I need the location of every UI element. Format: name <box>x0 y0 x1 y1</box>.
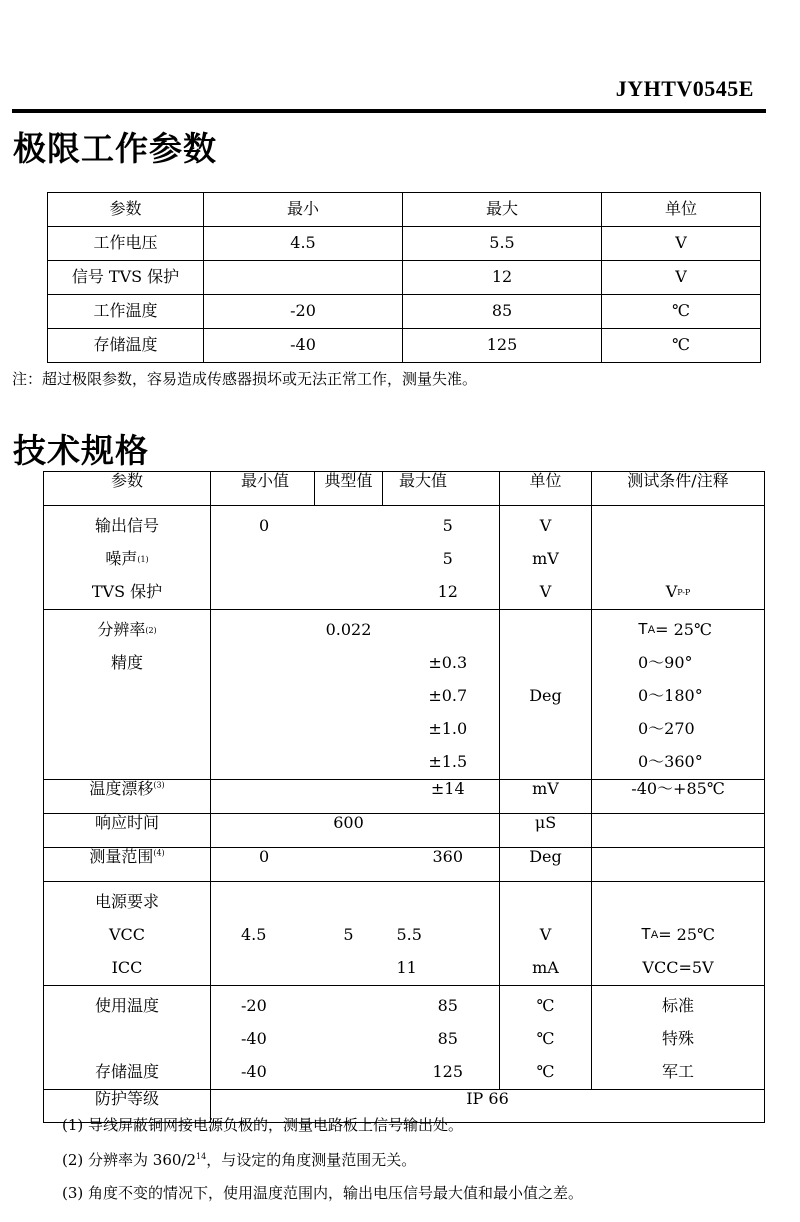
typ-value: 600 <box>315 814 383 848</box>
cond-value: 特殊 <box>661 1029 694 1049</box>
footnote-2 <box>62 1149 416 1170</box>
limits-header-cell: 最大 <box>403 193 602 227</box>
min-value <box>241 886 315 919</box>
spec-header-cell: 参数 <box>44 472 211 506</box>
spec-header-cell: 最小值 <box>211 472 315 506</box>
max-value: 11 <box>396 958 417 978</box>
note-ref: (1) <box>137 554 149 564</box>
max-value: 5 <box>442 516 453 536</box>
table-row <box>44 986 765 1090</box>
cond-value: 0～90° <box>638 653 693 673</box>
unit-value: Deg <box>500 848 592 882</box>
max-value: 85 <box>437 1029 458 1049</box>
spec-max-cell <box>383 610 500 780</box>
spec-min-cell <box>211 882 315 986</box>
spec-max-cell <box>383 814 500 848</box>
cond-value: 0～180° <box>638 686 703 706</box>
unit-value: ℃ <box>536 1062 555 1082</box>
spec-cond-cell <box>592 848 765 882</box>
spec-cond-cell <box>592 986 765 1090</box>
limits-cell: -20 <box>204 295 403 329</box>
table-row <box>44 848 765 882</box>
limits-cell: 5.5 <box>403 227 602 261</box>
cond-value: 军工 <box>661 1062 694 1082</box>
unit-value: V <box>539 582 552 602</box>
max-value: 85 <box>437 996 458 1016</box>
unit-value: mV <box>500 780 592 814</box>
typ-value <box>315 952 383 985</box>
unit-value: μS <box>500 814 592 848</box>
spec-min-cell <box>211 814 315 848</box>
spec-param-cell <box>44 986 211 1090</box>
spec-header-cell: 典型值 <box>315 472 383 506</box>
table-row <box>48 227 761 261</box>
footnote-2-exp: 14 <box>196 1152 207 1161</box>
spec-max-cell <box>383 882 500 986</box>
table-row <box>44 780 765 814</box>
limits-cell: ℃ <box>602 295 761 329</box>
min-value <box>259 543 315 576</box>
max-value: ±14 <box>383 780 500 814</box>
spec-header-cell: 测试条件/注释 <box>592 472 765 506</box>
cond-value: 0～270 <box>638 719 695 739</box>
min-value <box>259 576 315 609</box>
limits-cell: 85 <box>403 295 602 329</box>
param-noise <box>44 543 210 576</box>
spec-unit-cell <box>500 986 592 1090</box>
spec-min-cell <box>211 986 315 1090</box>
cond-sub: P-P <box>677 587 691 597</box>
param-noise-label: 噪声 <box>105 549 138 569</box>
cond-ta-val: = 25℃ <box>658 925 715 945</box>
param-storage-temp: 存储温度 <box>94 1062 159 1082</box>
max-value: 360 <box>383 848 500 882</box>
spec-typ-cell <box>315 780 383 814</box>
spec-param-cell <box>44 848 211 882</box>
limits-header-row <box>48 193 761 227</box>
spec-min-cell <box>211 506 315 610</box>
spec-max-cell <box>383 506 500 610</box>
limits-cell: V <box>602 227 761 261</box>
limits-cell: 工作电压 <box>48 227 204 261</box>
protection-value: IP 66 <box>211 1090 765 1123</box>
typ-value: 5 <box>343 925 354 945</box>
spec-table <box>43 471 765 1123</box>
spec-unit-cell <box>500 506 592 610</box>
param-output: 输出信号 <box>94 516 159 536</box>
spec-typ-cell <box>315 610 383 780</box>
spec-typ-cell <box>315 882 383 986</box>
cond-ta <box>592 614 764 647</box>
note-ref: (2) <box>145 625 157 635</box>
min-value: -20 <box>241 996 267 1016</box>
spec-param-cell <box>44 506 211 610</box>
table-row <box>48 329 761 363</box>
cond-ta-t: T <box>641 926 651 944</box>
limits-cell: 存储温度 <box>48 329 204 363</box>
unit-value: mV <box>532 549 559 569</box>
unit-value: V <box>539 925 552 945</box>
param-resolution <box>44 614 210 647</box>
spec-header-cell: 单位 <box>500 472 592 506</box>
min-value: -40 <box>241 1029 267 1049</box>
spec-header-cell: 最大值 <box>383 472 500 506</box>
footnote-2-text: (2) 分辨率为 360/2 <box>62 1151 197 1169</box>
limits-header-cell: 最小 <box>204 193 403 227</box>
min-value: 0 <box>259 516 270 536</box>
param-protection: 防护等级 <box>44 1090 211 1123</box>
max-value: 12 <box>437 582 458 602</box>
spec-cond-cell <box>592 610 765 780</box>
max-value <box>397 886 500 919</box>
spec-typ-cell <box>315 848 383 882</box>
limits-cell: 125 <box>403 329 602 363</box>
table-row <box>48 261 761 295</box>
limits-cell: 工作温度 <box>48 295 204 329</box>
spec-typ-cell <box>315 506 383 610</box>
limits-cell: 12 <box>403 261 602 295</box>
cond-value: VCC=5V <box>642 958 714 978</box>
cond-ta-sub: A <box>650 929 659 942</box>
param-blank <box>44 1023 210 1056</box>
table-row <box>44 814 765 848</box>
cond-value: -40～+85℃ <box>592 780 765 814</box>
limits-header-cell: 参数 <box>48 193 204 227</box>
spec-typ-cell <box>315 986 383 1090</box>
unit-value: ℃ <box>536 996 555 1016</box>
max-value: 5.5 <box>396 925 422 945</box>
limits-cell: ℃ <box>602 329 761 363</box>
table-row <box>44 610 765 780</box>
param-vcc: VCC <box>108 925 146 945</box>
table-row <box>44 506 765 610</box>
spec-max-cell <box>383 986 500 1090</box>
param-drift: 温度漂移 <box>89 779 154 798</box>
spec-cond-cell <box>592 814 765 848</box>
spec-title: 技术规格 <box>13 431 149 470</box>
max-value: ±0.3 <box>428 653 468 673</box>
limits-cell <box>204 261 403 295</box>
cond-value: 标准 <box>661 996 694 1016</box>
typ-value: 0.022 <box>325 620 372 640</box>
cond-vpp <box>592 576 764 609</box>
header-rule <box>12 109 766 113</box>
min-value: -40 <box>241 1062 267 1082</box>
max-value: ±1.5 <box>428 752 468 772</box>
table-row <box>44 882 765 986</box>
min-value: 0 <box>211 848 315 882</box>
spec-param-cell <box>44 610 211 780</box>
param-icc: ICC <box>111 958 143 978</box>
spec-header-row <box>44 472 765 506</box>
unit-value: Deg <box>529 686 562 706</box>
model-number: JYHTV0545E <box>615 76 754 101</box>
min-value <box>241 952 315 985</box>
limits-note: 注：超过极限参数，容易造成传感器损坏或无法正常工作，测量失准。 <box>12 370 478 388</box>
limits-title: 极限工作参数 <box>13 129 217 168</box>
param-response: 响应时间 <box>44 814 211 848</box>
spec-min-cell <box>211 780 315 814</box>
min-value: 4.5 <box>241 925 267 945</box>
limits-cell: -40 <box>204 329 403 363</box>
spec-param-cell <box>44 780 211 814</box>
table-row <box>48 295 761 329</box>
spec-cond-cell <box>592 506 765 610</box>
note-ref: (4) <box>153 848 165 858</box>
note-ref: (3) <box>153 780 165 790</box>
spec-unit-cell <box>500 882 592 986</box>
footnote-2-tail: ，与设定的角度测量范围无关。 <box>206 1151 417 1169</box>
param-power: 电源要求 <box>94 892 159 912</box>
unit-value <box>500 886 591 919</box>
spec-min-cell <box>211 610 315 780</box>
cond-value: 0～360° <box>638 752 703 772</box>
spec-cond-cell <box>592 882 765 986</box>
cond-v: V <box>665 582 678 602</box>
param-resolution-label: 分辨率 <box>97 620 146 640</box>
spec-param-cell <box>44 882 211 986</box>
max-value: ±0.7 <box>428 686 468 706</box>
limits-cell: 4.5 <box>204 227 403 261</box>
param-range: 测量范围 <box>89 847 154 866</box>
unit-value: V <box>539 516 552 536</box>
unit-value: ℃ <box>536 1029 555 1049</box>
param-accuracy: 精度 <box>110 653 143 673</box>
param-use-temp: 使用温度 <box>94 996 159 1016</box>
max-value: ±1.0 <box>428 719 468 739</box>
unit-value: mA <box>532 958 559 978</box>
typ-value <box>315 886 383 919</box>
limits-cell: 信号 TVS 保护 <box>48 261 204 295</box>
cond-ta-sub: A <box>647 624 656 637</box>
limits-table <box>47 192 761 363</box>
cond-ta-t: T <box>638 621 648 639</box>
cond-ta-val: = 25℃ <box>655 620 712 640</box>
cond-ta <box>592 919 764 952</box>
spec-unit-cell <box>500 610 592 780</box>
max-value: 5 <box>442 549 453 569</box>
footnote-3: (3) 角度不变的情况下，使用温度范围内，输出电压信号最大值和最小值之差。 <box>62 1184 584 1202</box>
footnote-1: (1) 导线屏蔽铜网接电源负极的，测量电路板上信号输出处。 <box>62 1116 464 1134</box>
param-tvs: TVS 保护 <box>91 582 163 602</box>
max-value: 125 <box>432 1062 464 1082</box>
limits-header-cell: 单位 <box>602 193 761 227</box>
limits-cell: V <box>602 261 761 295</box>
